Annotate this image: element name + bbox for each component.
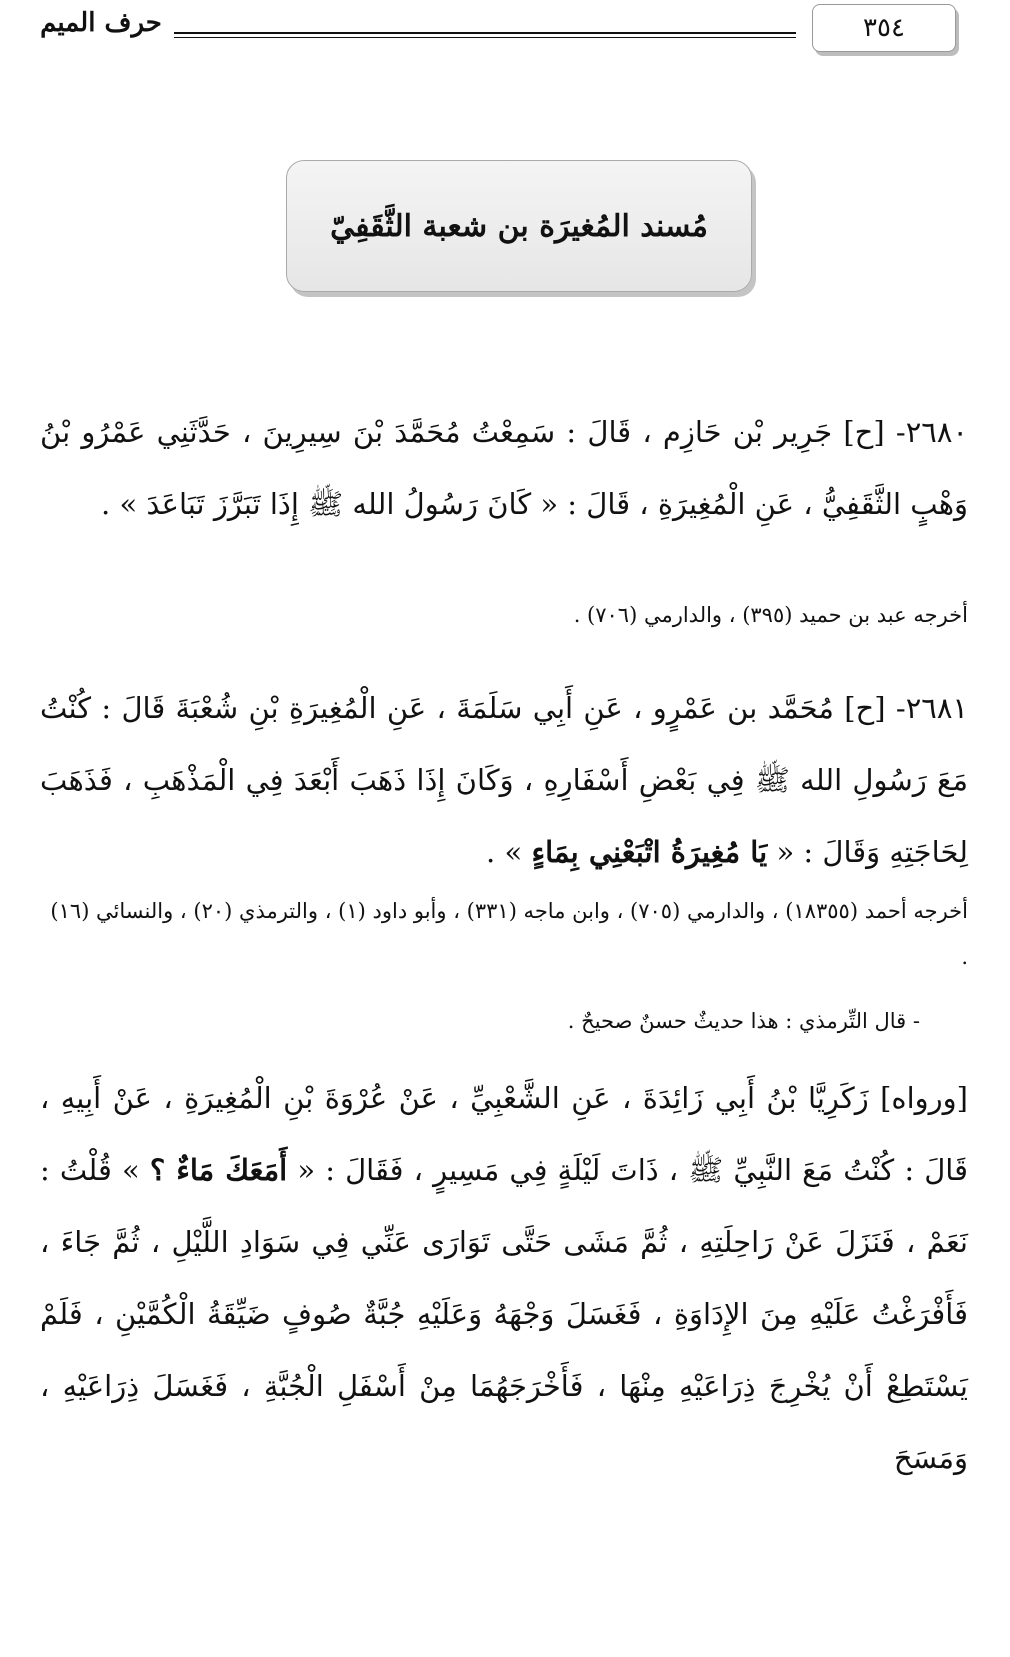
takhrij-2681 — [40, 888, 968, 980]
hadith-text: ٢٦٨١- [ح] مُحَمَّد بن عَمْرٍو ، عَنِ أَبِي سَلَمَةَ ، عَنِ الْمُغِيرَةِ بْنِ شُعْبَةَ قَالَ : كُنْتُ مَعَ رَسُولِ الله ﷺ فِي بَعْضِ أَسْفَارِهِ ، وَكَانَ إِذَا ذَهَبَ أَبْعَدَ فِي الْمَذْهَبِ ، فَذَهَبَ لِحَاجَتِهِ وَقَالَ : « — [40, 691, 968, 869]
hadith-text-end: » . — [486, 835, 523, 869]
hadith-quote: يَا مُغِيرَةُ اتْبَعْنِي بِمَاءٍ — [531, 835, 768, 869]
page-number: ٣٥٤ — [863, 13, 905, 43]
header-rule — [174, 32, 796, 38]
riwaya-zakariyya — [40, 1062, 968, 1494]
hadith-2681 — [40, 672, 968, 888]
riwaya-text-end: » قُلْتُ : نَعَمْ ، فَنَزَلَ عَنْ رَاحِلَتِهِ ، ثُمَّ مَشَى حَتَّى تَوَارَى عَنِّي فِي سَوَادِ اللَّيْلِ ، ثُمَّ جَاءَ ، فَأَفْرَغْتُ عَلَيْهِ مِنَ الإِدَاوَةِ ، فَغَسَلَ وَجْهَهُ وَعَلَيْهِ جُبَّةٌ صُوفٍ ضَيِّقَةُ الْكُمَّيْنِ ، فَلَمْ يَسْتَطِعْ أَنْ يُخْرِجَ ذِرَاعَيْهِ مِنْهَا ، فَأَخْرَجَهُمَا مِنْ أَسْفَلِ الْجُبَّةِ ، فَغَسَلَ ذِرَاعَيْهِ ، وَمَسَحَ — [40, 1153, 969, 1475]
hadith-text: ٢٦٨٠- [ح] جَرِير بْن حَازِم ، قَالَ : سَمِعْتُ مُحَمَّدَ بْنَ سِيرِينَ ، حَدَّثَنِي عَمْرُو بْنُ وَهْبٍ الثَّقَفِيُّ ، عَنِ الْمُغِيرَةِ ، قَالَ : « كَانَ رَسُولُ الله ﷺ إِذَا تَبَرَّزَ تَبَاعَدَ » . — [40, 415, 968, 521]
chapter-title: مُسند المُغيرَة بن شعبة الثَّقَفِيّ — [330, 208, 708, 244]
takhrij-2680 — [40, 592, 968, 638]
riwaya-quote: أَمَعَكَ مَاءٌ ؟ — [149, 1153, 288, 1187]
page-number-box — [812, 4, 956, 52]
section-title: حرف الميم — [40, 8, 162, 38]
chapter-title-box — [286, 160, 752, 292]
comment-text: - قال التِّرمذي : هذا حديثٌ حسنٌ صحيحٌ . — [567, 1009, 920, 1033]
takhrij-text: أخرجه عبد بن حميد (٣٩٥) ، والدارمي (٧٠٦) . — [573, 603, 968, 627]
hadith-2680 — [40, 396, 968, 540]
riwaya-text: [ورواه] زَكَرِيَّا بْنُ أَبِي زَائِدَةَ ، عَنِ الشَّعْبِيِّ ، عَنْ عُرْوَةَ بْنِ الْمُغِيرَةِ ، عَنْ أَبِيهِ ، قَالَ : كُنْتُ مَعَ النَّبِيِّ ﷺ ، ذَاتَ لَيْلَةٍ فِي مَسِيرٍ ، فَقَالَ : « — [40, 1081, 969, 1187]
takhrij-text: أخرجه أحمد (١٨٣٥٥) ، والدارمي (٧٠٥) ، وابن ماجه (٣٣١) ، وأبو داود (١) ، والترمذي (٢٠) ، والنسائي (١٦) . — [50, 899, 968, 969]
tirmidhi-comment — [40, 998, 920, 1044]
